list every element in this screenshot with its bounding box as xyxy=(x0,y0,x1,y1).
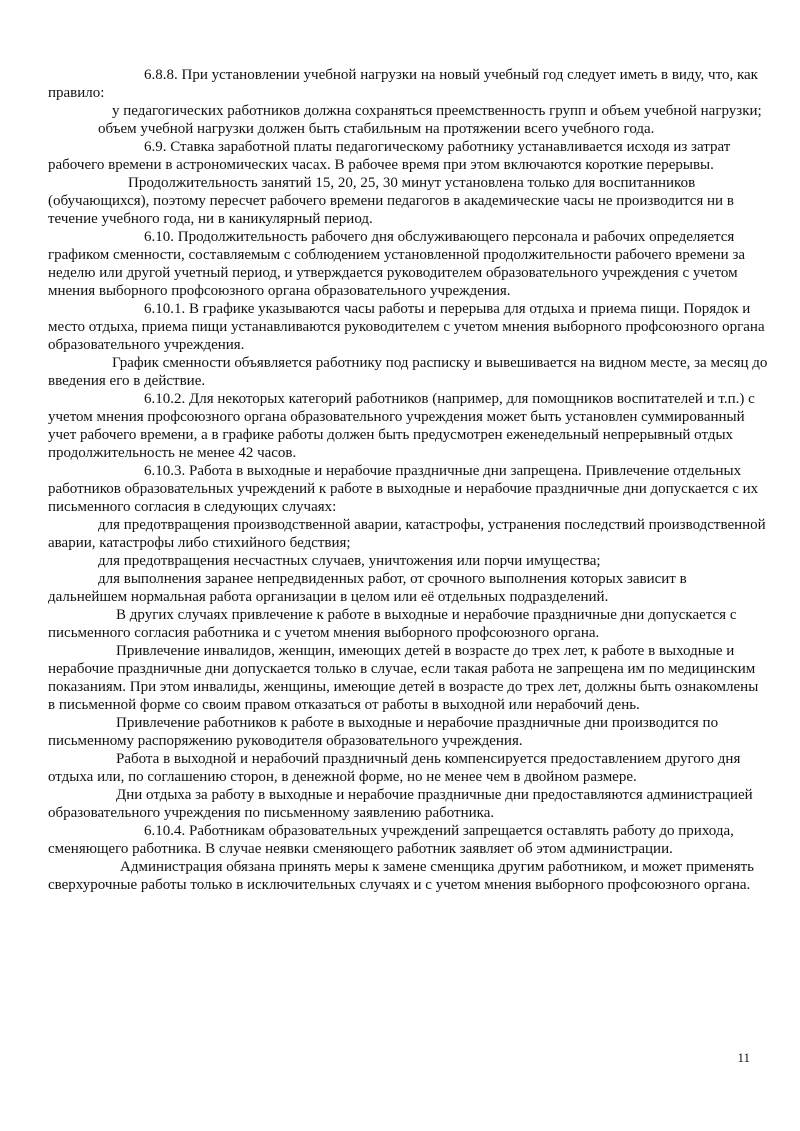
paragraph-6-10-1: 6.10.1. В графике указываются часы работы и перерыва для отдыха и приема пищи. Порядок и место отдыха, приема пищи устанавливаются руководителем с учетом мнения выборного профсоюзного органа образовательного учреждения. xyxy=(48,301,765,353)
paragraph-case-unforeseen: для выполнения заранее непредвиденных работ, от срочного выполнения которых зависит в дальнейшем нормальная работа организации в целом или её отдельных подразделений. xyxy=(48,571,687,605)
paragraph-compensation: Работа в выходной и нерабочий праздничный день компенсируется предоставлением другого дня отдыха или, по соглашению сторон, в денежной форме, но не менее чем в двойном размере. xyxy=(48,751,741,785)
page-number: 11 xyxy=(737,1050,750,1065)
paragraph-case-property: для предотвращения несчастных случаев, уничтожения или порчи имущества; xyxy=(98,553,601,569)
paragraph-case-accident: для предотвращения производственной аварии, катастрофы, устранения последствий производственной аварии, катастрофы либо стихийного бедствия; xyxy=(48,517,766,551)
paragraph-days-off: Дни отдыха за работу в выходные и нерабочие праздничные дни предоставляются администрацией образовательного учреждения по письменному заявлению работника. xyxy=(48,787,753,821)
paragraph-6-10-3: 6.10.3. Работа в выходные и нерабочие праздничные дни запрещена. Привлечение отдельных работников образовательных учреждений к работе в выходные и нерабочие праздничные дни допускается с их письменного согласия в следующих случаях: xyxy=(48,463,759,515)
paragraph-administration: Администрация обязана принять меры к замене сменщика другим работником, и может применять сверхурочные работы только в исключительных случаях и с учетом мнения выборного профсоюзного органа. xyxy=(48,859,755,893)
paragraph-6-10-2: 6.10.2. Для некоторых категорий работников (например, для помощников воспитателей и т.п.) с учетом мнения профсоюзного органа образовательного учреждения может быть установлен суммированный учет рабочего времени, а в графике работы должен быть предусмотрен еженедельный непрерывный отдых продолжительность не менее 42 часов. xyxy=(48,391,755,461)
paragraph-stable-load: объем учебной нагрузки должен быть стабильным на протяжении всего учебного года. xyxy=(98,121,655,137)
paragraph-lesson-duration: Продолжительность занятий 15, 20, 25, 30 минут установлена только для воспитанников (обучающихся), поэтому пересчет рабочего времени педагогов в академические часы не производится ни в течение учебного года, ни в каникулярный период. xyxy=(48,175,734,227)
paragraph-continuity: у педагогических работников должна сохраняться преемственность групп и объем учебной нагрузки; xyxy=(112,103,762,119)
paragraph-disabled-women: Привлечение инвалидов, женщин, имеющих детей в возрасте до трех лет, к работе в выходные и нерабочие праздничные дни допускается только в случае, если такая работа не запрещена им по медицинским показаниям. При этом инвалиды, женщины, имеющие детей в возрасте до трех лет, должны быть ознакомлены в письменной форме со своим правом отказаться от работы в выходной или нерабочий день. xyxy=(48,643,759,713)
paragraph-other-cases: В других случаях привлечение к работе в выходные и нерабочие праздничные дни допускается с письменного согласия работника и с учетом мнения выборного профсоюзного органа. xyxy=(48,607,737,641)
document-body xyxy=(48,66,768,894)
paragraph-written-order: Привлечение работников к работе в выходные и нерабочие праздничные дни производится по письменному распоряжению руководителя образовательного учреждения. xyxy=(48,715,719,749)
paragraph-6-8-8: 6.8.8. При установлении учебной нагрузки на новый учебный год следует иметь в виду, что, как правило: xyxy=(48,67,758,101)
paragraph-6-10-4: 6.10.4. Работникам образовательных учреждений запрещается оставлять работу до прихода, сменяющего работника. В случае неявки сменяющего работник заявляет об этом администрации. xyxy=(48,823,734,857)
paragraph-6-10: 6.10. Продолжительность рабочего дня обслуживающего персонала и рабочих определяется графиком сменности, составляемым с соблюдением установленной продолжительности рабочего времени за неделю или другой учетный период, и утверждается руководителем образовательного учреждения с учетом мнения выборного профсоюзного органа образовательного учреждения. xyxy=(48,229,746,299)
paragraph-shift-schedule: График сменности объявляется работнику под расписку и вывешивается на видном месте, за месяц до введения его в действие. xyxy=(48,355,768,389)
paragraph-6-9: 6.9. Ставка заработной платы педагогическому работнику устанавливается исходя из затрат рабочего времени в астрономических часах. В рабочее время при этом включаются короткие перерывы. xyxy=(48,139,731,173)
